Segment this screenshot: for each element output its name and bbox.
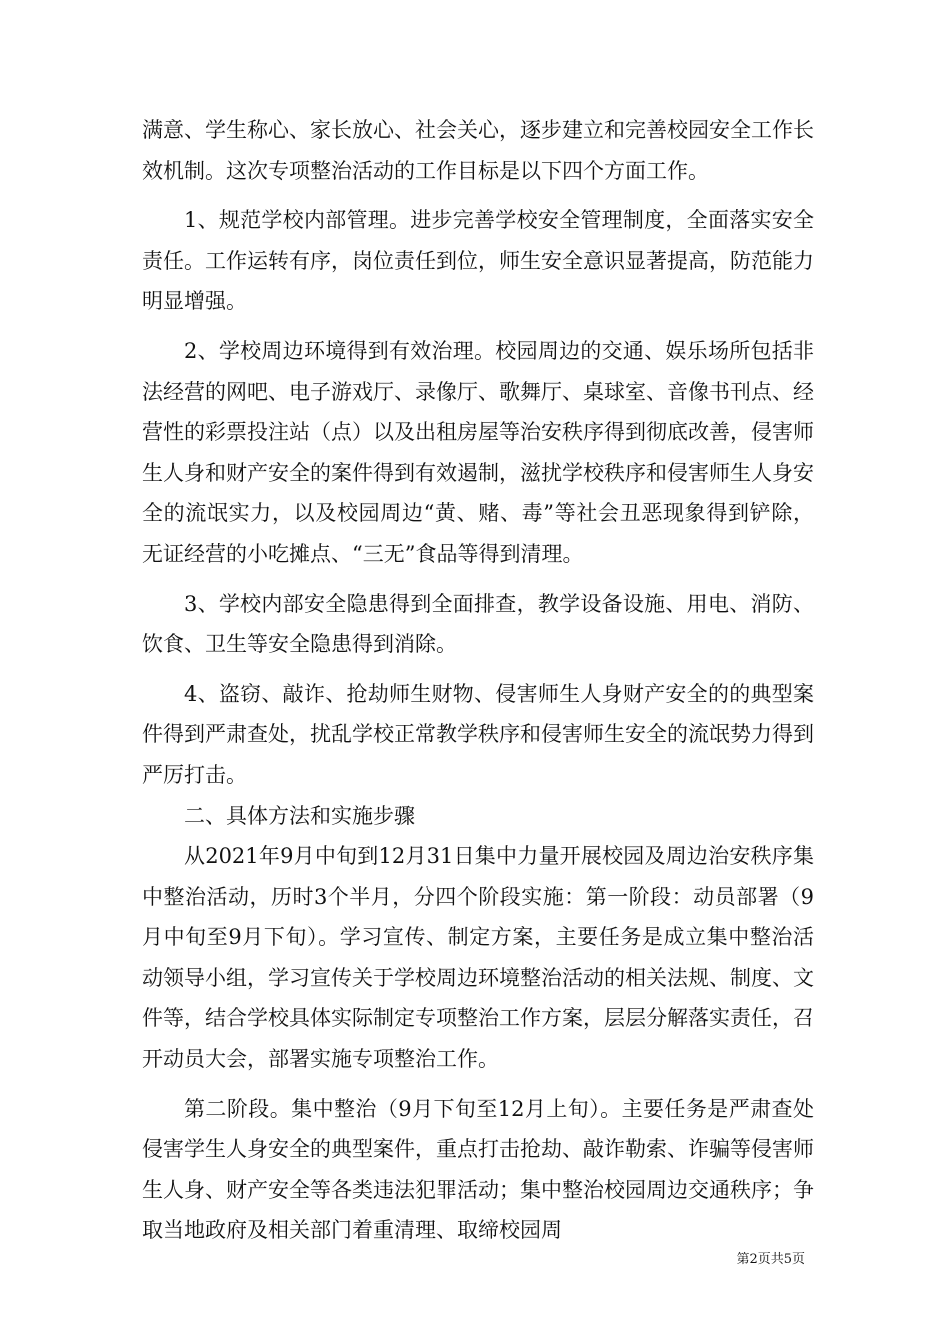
paragraph-stage-2: 第二阶段。集中整治（9月下旬至12月上旬）。主要任务是严肃查处侵害学生人身安全的典型案件，重点打击抢劫、敲诈勒索、诈骗等侵害师生人身、财产安全等各类违法犯罪活动；集中整治校园周边交通秩序；争取当地政府及相关部门着重清理、取缔校园周 bbox=[142, 1096, 814, 1243]
paragraph-stage-1: 从2021年9月中旬到12月31日集中力量开展校园及周边治安秩序集中整治活动，历时3个半月，分四个阶段实施：第一阶段：动员部署（9月中旬至9月下旬）。学习宣传、制定方案，主要任务是成立集中整治活动领导小组，学习宣传关于学校周边环境整治活动的相关法规、制度、文件等，结合学校具体实际制定专项整治工作方案，层层分解落实责任，召开动员大会，部署实施专项整治工作。 bbox=[142, 844, 814, 1072]
paragraph-goal-1: 1、规范学校内部管理。进步完善学校安全管理制度，全面落实安全责任。工作运转有序，岗位责任到位，师生安全意识显著提高，防范能力明显增强。 bbox=[142, 208, 814, 314]
paragraph-goal-3: 3、学校内部安全隐患得到全面排查，教学设备设施、用电、消防、饮食、卫生等安全隐患得到消除。 bbox=[142, 591, 814, 657]
paragraph-intro-continued: 满意、学生称心、家长放心、社会关心，逐步建立和完善校园安全工作长效机制。这次专项整治活动的工作目标是以下四个方面工作。 bbox=[142, 118, 814, 183]
paragraph-goal-2: 2、学校周边环境得到有效治理。校园周边的交通、娱乐场所包括非法经营的网吧、电子游戏厅、录像厅、歌舞厅、桌球室、音像书刊点、经营性的彩票投注站（点）以及出租房屋等治安秩序得到彻底改善，侵害师生人身和财产安全的案件得到有效遏制，滋扰学校秩序和侵害师生人身安全的流氓实力，以及校园周边“黄、赌、毒”等社会丑恶现象得到铲除，无证经营的小吃摊点、“三无”食品等得到清理。 bbox=[142, 338, 814, 566]
section-heading-methods: 二、具体方法和实施步骤 bbox=[184, 803, 415, 828]
paragraph-goal-4: 4、盗窃、敲诈、抢劫师生财物、侵害师生人身财产安全的的典型案件得到严肃查处，扰乱学校正常教学秩序和侵害师生安全的流氓势力得到严厉打击。 bbox=[142, 681, 814, 787]
page-number-footer: 第2页共5页 bbox=[736, 1252, 805, 1267]
document-body bbox=[142, 110, 814, 1251]
